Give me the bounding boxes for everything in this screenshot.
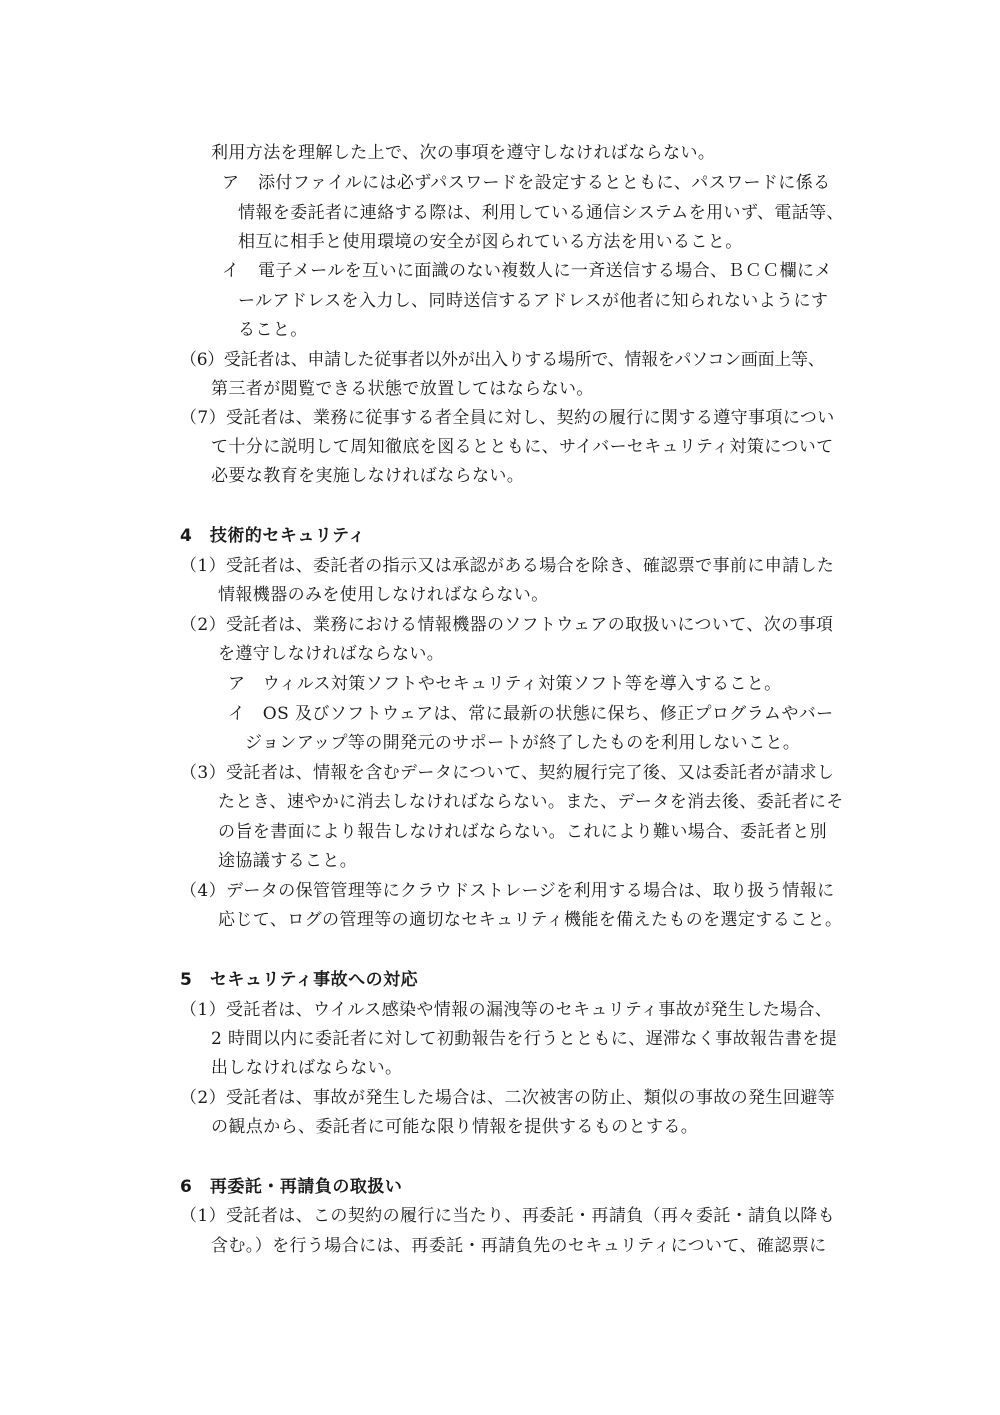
- s4-p2-line2: を遵守しなければならない。: [218, 644, 445, 664]
- s5-p1-line2: 2 時間以内に委託者に対して初動報告を行うとともに、遅滞なく事故報告書を提: [211, 1029, 838, 1049]
- para-7-line1: （7）受託者は、業務に従事する者全員に対し、契約の履行に関する遵守事項につい: [180, 408, 835, 428]
- s5-p1-line3: 出しなければならない。: [211, 1058, 403, 1078]
- item-a-line3: 相互に相手と使用環境の安全が図られている方法を用いること。: [238, 232, 743, 252]
- s4-item-i-line2: ジョンアップ等の開発元のサポートが終了したものを利用しないこと。: [245, 733, 801, 753]
- item-a-mark: ア: [222, 173, 240, 193]
- s4-p4-line1: （4）データの保管管理等にクラウドストレージを利用する場合は、取り扱う情報に: [180, 881, 835, 901]
- para-6-line1: （6）受託者は、申請した従事者以外が出入りする場所で、情報をパソコン画面上等、: [180, 350, 825, 370]
- item-a-line1: 添付ファイルには必ずパスワードを設定するとともに、パスワードに係る: [258, 173, 831, 193]
- section-5-heading: 5 セキュリティ事故への対応: [180, 970, 419, 990]
- s4-p3-line2: たとき、速やかに消去しなければならない。また、データを消去後、委託者にそ: [218, 792, 844, 812]
- s6-p1-line1: （1）受託者は、この契約の履行に当たり、再委託・再請負（再々委託・請負以降も: [180, 1206, 836, 1226]
- s4-item-a: ア ウィルス対策ソフトやセキュリティ対策ソフト等を導入すること。: [228, 674, 782, 694]
- section-4-heading: 4 技術的セキュリティ: [180, 526, 366, 546]
- item-a-line2: 情報を委託者に連絡する際は、利用している通信システムを用いず、電話等、: [238, 203, 844, 223]
- s4-p3-line4: 途協議すること。: [218, 851, 358, 871]
- intro-text: 利用方法を理解した上で、次の事項を遵守しなければならない。: [211, 143, 716, 163]
- item-i-mark: イ: [222, 261, 240, 281]
- s4-p3-line3: の旨を書面により報告しなければならない。これにより難い場合、委託者と別: [218, 822, 827, 842]
- s4-item-i-line1: イ OS 及びソフトウェアは、常に最新の状態に保ち、修正プログラムやバー: [228, 704, 834, 724]
- para-7-line3: 必要な教育を実施しなければならない。: [211, 466, 525, 486]
- item-i-line3: ること。: [238, 320, 308, 340]
- item-i-line1: 電子メールを互いに面識のない複数人に一斉送信する場合、ＢＣＣ欄にメ: [258, 261, 832, 281]
- s5-p2-line1: （2）受託者は、事故が発生した場合は、二次被害の防止、類似の事故の発生回避等: [180, 1088, 836, 1108]
- s4-p3-line1: （3）受託者は、情報を含むデータについて、契約履行完了後、又は委託者が請求し: [180, 763, 835, 783]
- s4-p2-line1: （2）受託者は、業務における情報機器のソフトウェアの取扱いについて、次の事項: [180, 615, 834, 635]
- s4-p1-line2: 情報機器のみを使用しなければならない。: [218, 585, 549, 605]
- s5-p2-line2: の観点から、委託者に可能な限り情報を提供するものとする。: [211, 1117, 699, 1137]
- s4-p1-line1: （1）受託者は、委託者の指示又は承認がある場合を除き、確認票で事前に申請した: [180, 556, 835, 576]
- para-7-line2: て十分に説明して周知徹底を図るとともに、サイバーセキュリティ対策について: [211, 437, 834, 457]
- para-6-line2: 第三者が閲覧できる状態で放置してはならない。: [211, 379, 594, 399]
- s4-p4-line2: 応じて、ログの管理等の適切なセキュリティ機能を備えたものを選定すること。: [218, 910, 843, 930]
- s5-p1-line1: （1）受託者は、ウイルス感染や情報の漏洩等のセキュリティ事故が発生した場合、: [180, 1000, 833, 1020]
- item-i-line2: ールアドレスを入力し、同時送信するアドレスが他者に知られないようにす: [238, 291, 829, 311]
- section-6-heading: 6 再委託・再請負の取扱い: [180, 1177, 403, 1197]
- s6-p1-line2: 含む。）を行う場合には、再委託・再請負先のセキュリティについて、確認票に: [211, 1236, 827, 1256]
